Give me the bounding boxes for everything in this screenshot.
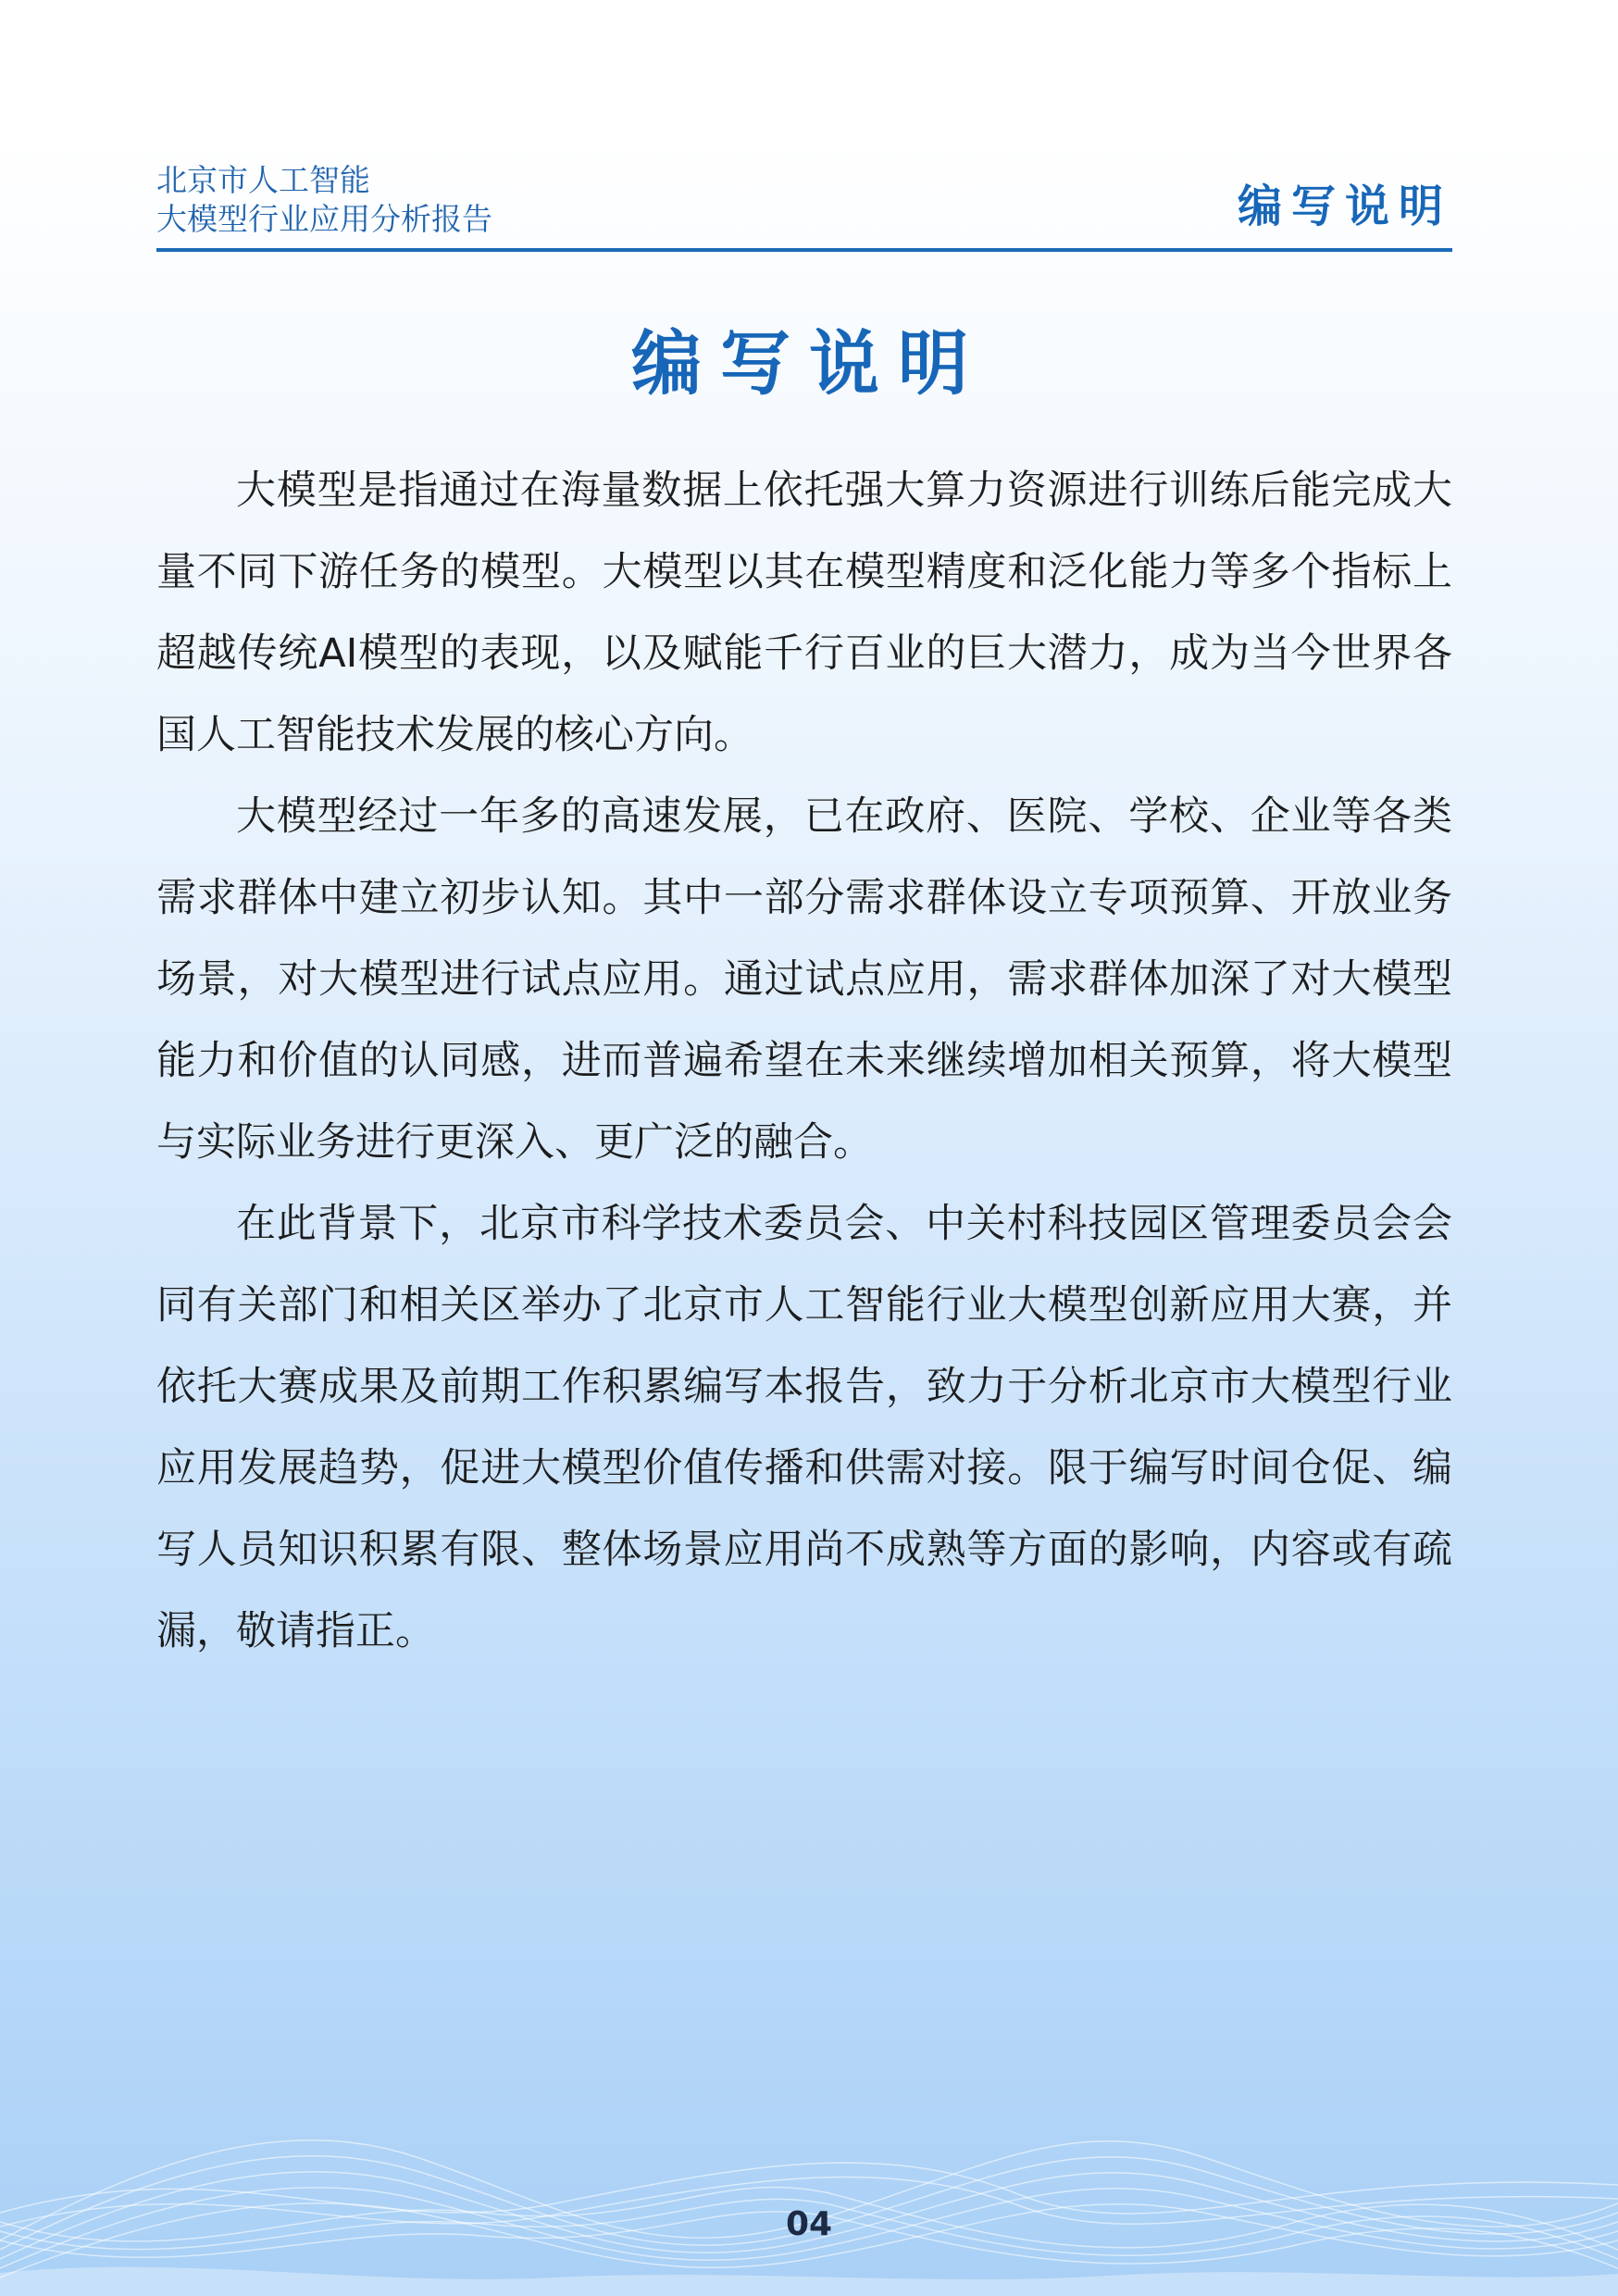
- header-divider: [156, 248, 1452, 252]
- paragraph-3: 在此背景下，北京市科学技术委员会、中关村科技园区管理委员会会同有关部门和相关区举办了北京市人工智能行业大模型创新应用大赛，并依托大赛成果及前期工作积累编写本报告，致力于分析北京市大模型行业应用发展趋势，促进大模型价值传播和供需对接。限于编写时间仓促、编写人员知识积累有限、整体场景应用尚不成熟等方面的影响，内容或有疏漏，敬请指正。: [156, 1201, 1452, 1654]
- report-title-line1: 北京市人工智能: [156, 162, 370, 198]
- wave-decoration: [0, 2055, 1618, 2296]
- body-text: [156, 450, 1452, 1672]
- page-title: 编写说明: [631, 322, 987, 405]
- page-number: 04: [785, 2205, 833, 2243]
- report-title: [156, 161, 492, 239]
- paragraph-1: 大模型是指通过在海量数据上依托强大算力资源进行训练后能完成大量不同下游任务的模型。大模型以其在模型精度和泛化能力等多个指标上超越传统AI模型的表现，以及赋能千行百业的巨大潜力，成为当今世界各国人工智能技术发展的核心方向。: [156, 468, 1452, 758]
- page-header: [156, 157, 1452, 250]
- paragraph-2: 大模型经过一年多的高速发展，已在政府、医院、学校、企业等各类需求群体中建立初步认知。其中一部分需求群体设立专项预算、开放业务场景，对大模型进行试点应用。通过试点应用，需求群体加深了对大模型能力和价值的认同感，进而普遍希望在未来继续增加相关预算，将大模型与实际业务进行更深入、更广泛的融合。: [156, 793, 1452, 1166]
- section-label: 编写说明: [1237, 181, 1452, 232]
- report-title-line2: 大模型行业应用分析报告: [156, 201, 492, 237]
